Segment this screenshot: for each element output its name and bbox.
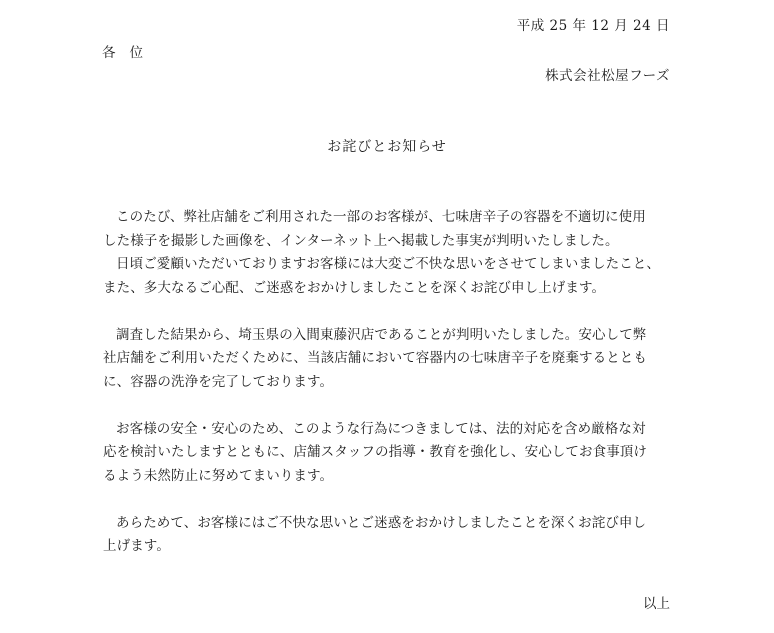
body-line: 調査した結果から、埼玉県の入間東藤沢店であることが判明いたしました。安心して弊	[116, 326, 647, 343]
paragraph-closing-apology	[103, 512, 683, 559]
body-line: 応を検討いたしますとともに、店舗スタッフの指導・教育を強化し、安心してお食事頂け	[103, 444, 647, 460]
closing-mark: 以上	[643, 596, 670, 612]
paragraph-measures	[103, 418, 683, 489]
paragraph-spacer	[103, 300, 683, 324]
body-line: 社店舗をご利用いただくために、当該店舗において容器内の七味唐辛子を廃棄するととも	[103, 350, 647, 366]
body-line: お客様の安全・安心のため、このような行為につきましては、法的対応を含め厳格な対	[116, 420, 646, 437]
body-line: また、多大なるご心配、ご迷惑をおかけしましたことを深くお詫び申し上げます。	[103, 279, 606, 296]
paragraph-apology	[103, 206, 683, 300]
document-title: お詫びとお知らせ	[327, 139, 447, 155]
body-line: 上げます。	[103, 538, 170, 554]
body-line: あらためて、お客様にはご不快な思いとご迷惑をおかけしましたことを深くお詫び申し	[116, 514, 647, 531]
body-line: した様子を撮影した画像を、インターネット上へ掲載した事実が判明いたしました。	[103, 232, 619, 249]
paragraph-investigation	[103, 324, 683, 395]
body-line: 日頃ご愛顧いただいておりますお客様には大変ご不快な思いをさせてしまいましたこと、	[116, 256, 660, 272]
body-line: このたび、弊社店舗をご利用された一部のお客様が、七味唐辛子の容器を不適切に使用	[116, 209, 646, 225]
paragraph-spacer	[103, 394, 683, 418]
recipient-salutation: 各位	[102, 45, 157, 61]
paragraph-spacer	[103, 488, 683, 512]
body-line: に、容器の洗浄を完了しております。	[103, 373, 334, 390]
company-name: 株式会社松屋フーズ	[545, 68, 670, 84]
body-line: るよう未然防止に努めてまいります。	[103, 467, 334, 484]
document-body	[103, 206, 683, 559]
document-date: 平成 25 年 12 月 24 日	[516, 18, 670, 34]
